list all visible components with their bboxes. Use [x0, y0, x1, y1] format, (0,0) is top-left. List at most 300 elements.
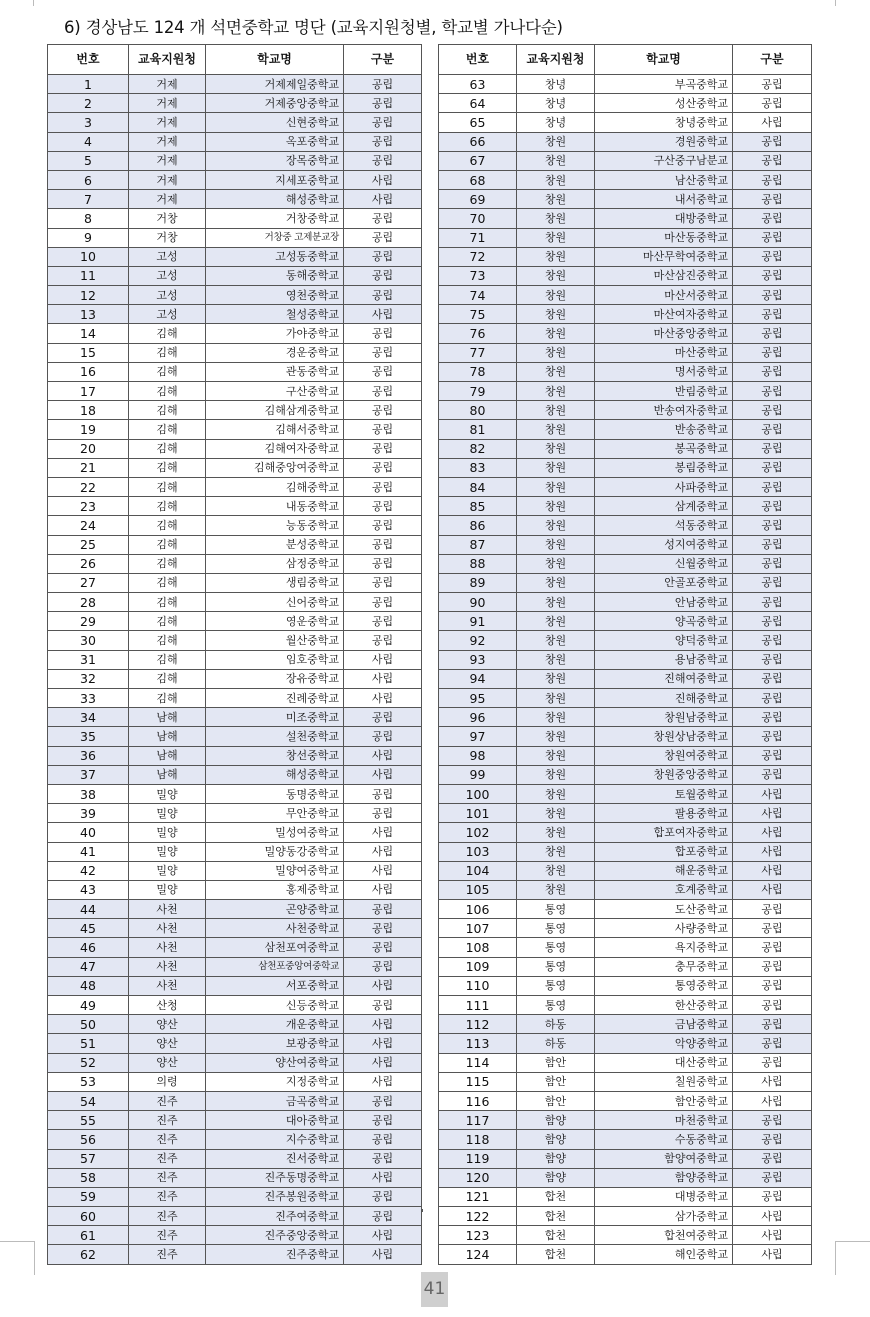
row-number: 105	[439, 880, 517, 899]
row-number: 38	[48, 784, 129, 803]
row-school-name: 신어중학교	[206, 593, 344, 612]
table-row	[439, 266, 812, 285]
row-number: 13	[48, 305, 129, 324]
school-table-left-body	[48, 75, 422, 1265]
row-type: 사립	[733, 1091, 812, 1110]
row-office: 거창	[129, 228, 206, 247]
row-office: 김해	[129, 573, 206, 592]
table-row	[439, 362, 812, 381]
table-row	[439, 573, 812, 592]
row-number: 59	[48, 1187, 129, 1206]
row-type: 공립	[733, 708, 812, 727]
row-office: 김해	[129, 401, 206, 420]
row-number: 121	[439, 1187, 517, 1206]
row-school-name: 옥포중학교	[206, 132, 344, 151]
row-office: 거제	[129, 132, 206, 151]
row-school-name: 마산동중학교	[595, 228, 733, 247]
row-number: 86	[439, 516, 517, 535]
table-row	[439, 1015, 812, 1034]
row-type: 사립	[344, 765, 422, 784]
row-school-name: 마산중앙중학교	[595, 324, 733, 343]
row-office: 사천	[129, 957, 206, 976]
row-number: 47	[48, 957, 129, 976]
row-type: 공립	[344, 439, 422, 458]
table-row	[439, 996, 812, 1015]
row-number: 116	[439, 1091, 517, 1110]
table-row	[48, 401, 422, 420]
row-type: 공립	[733, 151, 812, 170]
table-row	[48, 1168, 422, 1187]
row-office: 함양	[517, 1130, 595, 1149]
row-number: 83	[439, 458, 517, 477]
row-office: 김해	[129, 458, 206, 477]
row-office: 김해	[129, 343, 206, 362]
row-school-name: 김해여자중학교	[206, 439, 344, 458]
row-number: 82	[439, 439, 517, 458]
row-office: 창원	[517, 151, 595, 170]
row-type: 사립	[733, 113, 812, 132]
row-number: 6	[48, 170, 129, 189]
row-type: 공립	[344, 209, 422, 228]
row-school-name: 밀성여중학교	[206, 823, 344, 842]
table-row	[48, 1149, 422, 1168]
table-row	[48, 190, 422, 209]
row-type: 사립	[344, 746, 422, 765]
row-office: 창원	[517, 439, 595, 458]
row-type: 사립	[344, 1015, 422, 1034]
row-school-name: 구산중학교	[206, 382, 344, 401]
row-school-name: 마산무학여중학교	[595, 247, 733, 266]
row-number: 77	[439, 343, 517, 362]
row-school-name: 설천중학교	[206, 727, 344, 746]
table-row	[439, 535, 812, 554]
row-office: 창원	[517, 573, 595, 592]
table-row	[48, 477, 422, 496]
row-school-name: 진해여중학교	[595, 669, 733, 688]
row-school-name: 삼천포여중학교	[206, 938, 344, 957]
table-row	[439, 727, 812, 746]
row-school-name: 동해중학교	[206, 266, 344, 285]
row-school-name: 대방중학교	[595, 209, 733, 228]
col-header-number: 번호	[48, 45, 129, 75]
row-school-name: 지정중학교	[206, 1072, 344, 1091]
row-type: 공립	[344, 247, 422, 266]
table-header-row	[439, 45, 812, 75]
table-row	[439, 554, 812, 573]
row-school-name: 영운중학교	[206, 612, 344, 631]
table-row	[439, 784, 812, 803]
row-office: 창원	[517, 804, 595, 823]
row-number: 10	[48, 247, 129, 266]
row-number: 69	[439, 190, 517, 209]
row-type: 공립	[344, 593, 422, 612]
row-office: 함양	[517, 1168, 595, 1187]
row-type: 공립	[733, 497, 812, 516]
table-row	[48, 132, 422, 151]
crop-mark-top-right	[835, 0, 836, 6]
school-table-right	[438, 44, 812, 1265]
row-type: 공립	[733, 439, 812, 458]
row-school-name: 거창중 고제분교장	[206, 228, 344, 247]
row-number: 33	[48, 689, 129, 708]
row-school-name: 거창중학교	[206, 209, 344, 228]
table-row	[439, 170, 812, 189]
row-number: 53	[48, 1072, 129, 1091]
row-office: 거창	[129, 209, 206, 228]
row-office: 창원	[517, 861, 595, 880]
row-school-name: 마산여자중학교	[595, 305, 733, 324]
table-row	[48, 535, 422, 554]
row-office: 창녕	[517, 113, 595, 132]
row-type: 사립	[733, 1072, 812, 1091]
row-number: 55	[48, 1111, 129, 1130]
table-row	[439, 420, 812, 439]
row-school-name: 거제제일중학교	[206, 75, 344, 94]
row-number: 95	[439, 689, 517, 708]
row-office: 밀양	[129, 842, 206, 861]
row-office: 진주	[129, 1130, 206, 1149]
row-school-name: 분성중학교	[206, 535, 344, 554]
table-row	[48, 1245, 422, 1264]
row-office: 창원	[517, 689, 595, 708]
table-row	[439, 497, 812, 516]
row-type: 공립	[733, 1034, 812, 1053]
table-row	[439, 1034, 812, 1053]
row-number: 103	[439, 842, 517, 861]
row-school-name: 마산삼진중학교	[595, 266, 733, 285]
table-row	[439, 1111, 812, 1130]
row-number: 124	[439, 1245, 517, 1264]
row-office: 진주	[129, 1187, 206, 1206]
row-type: 공립	[733, 266, 812, 285]
row-type: 공립	[344, 708, 422, 727]
table-row	[48, 324, 422, 343]
table-row	[439, 765, 812, 784]
row-type: 공립	[344, 612, 422, 631]
row-type: 공립	[344, 516, 422, 535]
row-number: 100	[439, 784, 517, 803]
row-school-name: 부곡중학교	[595, 75, 733, 94]
crop-mark-bottom-right-v	[835, 1241, 836, 1275]
row-type: 공립	[344, 938, 422, 957]
table-row	[439, 1072, 812, 1091]
row-school-name: 가야중학교	[206, 324, 344, 343]
row-number: 19	[48, 420, 129, 439]
row-school-name: 삼정중학교	[206, 554, 344, 573]
row-number: 88	[439, 554, 517, 573]
table-row	[439, 804, 812, 823]
row-number: 46	[48, 938, 129, 957]
row-type: 공립	[344, 631, 422, 650]
row-school-name: 월산중학교	[206, 631, 344, 650]
table-row	[439, 1130, 812, 1149]
table-row	[48, 669, 422, 688]
row-school-name: 김해중앙여중학교	[206, 458, 344, 477]
row-number: 68	[439, 170, 517, 189]
row-type: 공립	[344, 554, 422, 573]
col-header-type: 구분	[344, 45, 422, 75]
row-school-name: 영천중학교	[206, 286, 344, 305]
row-type: 공립	[733, 1130, 812, 1149]
table-row	[48, 746, 422, 765]
row-number: 64	[439, 94, 517, 113]
table-row	[48, 784, 422, 803]
table-row	[48, 362, 422, 381]
row-number: 37	[48, 765, 129, 784]
row-school-name: 지수중학교	[206, 1130, 344, 1149]
row-school-name: 장유중학교	[206, 669, 344, 688]
row-office: 창원	[517, 535, 595, 554]
table-row	[48, 1187, 422, 1206]
table-row	[439, 401, 812, 420]
row-type: 사립	[344, 1053, 422, 1072]
row-office: 양산	[129, 1015, 206, 1034]
row-type: 공립	[344, 228, 422, 247]
row-type: 사립	[733, 784, 812, 803]
row-school-name: 석동중학교	[595, 516, 733, 535]
row-school-name: 안남중학교	[595, 593, 733, 612]
table-row	[439, 132, 812, 151]
row-school-name: 악양중학교	[595, 1034, 733, 1053]
row-office: 함양	[517, 1149, 595, 1168]
row-type: 공립	[733, 1187, 812, 1206]
row-school-name: 능동중학교	[206, 516, 344, 535]
row-school-name: 창녕중학교	[595, 113, 733, 132]
row-office: 합천	[517, 1207, 595, 1226]
row-school-name: 진주여중학교	[206, 1207, 344, 1226]
row-office: 김해	[129, 554, 206, 573]
table-row	[48, 113, 422, 132]
table-row	[48, 804, 422, 823]
table-row	[439, 689, 812, 708]
row-number: 107	[439, 919, 517, 938]
row-number: 3	[48, 113, 129, 132]
row-office: 남해	[129, 746, 206, 765]
row-school-name: 금남중학교	[595, 1015, 733, 1034]
row-office: 창원	[517, 247, 595, 266]
row-number: 85	[439, 497, 517, 516]
row-number: 98	[439, 746, 517, 765]
row-number: 31	[48, 650, 129, 669]
row-school-name: 통영중학교	[595, 976, 733, 995]
table-row	[48, 94, 422, 113]
col-header-type: 구분	[733, 45, 812, 75]
row-school-name: 명서중학교	[595, 362, 733, 381]
row-office: 김해	[129, 324, 206, 343]
row-office: 거제	[129, 170, 206, 189]
row-type: 공립	[733, 554, 812, 573]
table-row	[48, 823, 422, 842]
row-type: 사립	[344, 880, 422, 899]
table-row	[48, 1091, 422, 1110]
row-number: 62	[48, 1245, 129, 1264]
row-type: 공립	[344, 1111, 422, 1130]
row-office: 남해	[129, 727, 206, 746]
row-office: 거제	[129, 151, 206, 170]
row-type: 사립	[344, 976, 422, 995]
row-type: 사립	[344, 669, 422, 688]
row-office: 김해	[129, 497, 206, 516]
row-type: 공립	[733, 765, 812, 784]
row-type: 공립	[344, 324, 422, 343]
row-number: 39	[48, 804, 129, 823]
table-row	[439, 209, 812, 228]
table-row	[48, 305, 422, 324]
row-number: 27	[48, 573, 129, 592]
row-school-name: 창원상남중학교	[595, 727, 733, 746]
row-office: 통영	[517, 996, 595, 1015]
row-school-name: 장목중학교	[206, 151, 344, 170]
row-office: 사천	[129, 919, 206, 938]
row-school-name: 함양중학교	[595, 1168, 733, 1187]
row-number: 91	[439, 612, 517, 631]
row-school-name: 토월중학교	[595, 784, 733, 803]
row-school-name: 호계중학교	[595, 880, 733, 899]
row-office: 산청	[129, 996, 206, 1015]
row-school-name: 미조중학교	[206, 708, 344, 727]
row-school-name: 보광중학교	[206, 1034, 344, 1053]
row-office: 창원	[517, 842, 595, 861]
table-row	[439, 976, 812, 995]
row-school-name: 삼천포중앙여중학교	[206, 957, 344, 976]
row-office: 고성	[129, 247, 206, 266]
row-office: 창원	[517, 170, 595, 189]
row-number: 7	[48, 190, 129, 209]
row-office: 합천	[517, 1226, 595, 1245]
row-number: 108	[439, 938, 517, 957]
row-type: 공립	[733, 669, 812, 688]
row-number: 119	[439, 1149, 517, 1168]
row-school-name: 봉림중학교	[595, 458, 733, 477]
row-number: 40	[48, 823, 129, 842]
row-type: 공립	[733, 1168, 812, 1187]
row-office: 창원	[517, 190, 595, 209]
row-type: 공립	[344, 919, 422, 938]
table-row	[48, 170, 422, 189]
row-office: 창녕	[517, 94, 595, 113]
row-number: 42	[48, 861, 129, 880]
table-row	[439, 228, 812, 247]
row-school-name: 삼계중학교	[595, 497, 733, 516]
row-type: 사립	[344, 1226, 422, 1245]
row-number: 20	[48, 439, 129, 458]
row-number: 34	[48, 708, 129, 727]
row-number: 111	[439, 996, 517, 1015]
table-row	[48, 382, 422, 401]
row-type: 공립	[733, 382, 812, 401]
row-office: 밀양	[129, 861, 206, 880]
row-office: 창원	[517, 880, 595, 899]
row-type: 공립	[733, 458, 812, 477]
table-row	[439, 324, 812, 343]
table-row	[439, 1226, 812, 1245]
table-row	[439, 458, 812, 477]
table-row	[48, 1053, 422, 1072]
row-school-name: 창원여중학교	[595, 746, 733, 765]
row-number: 109	[439, 957, 517, 976]
row-type: 공립	[733, 190, 812, 209]
row-school-name: 마산서중학교	[595, 286, 733, 305]
table-row	[439, 477, 812, 496]
row-office: 밀양	[129, 804, 206, 823]
row-type: 공립	[733, 957, 812, 976]
row-office: 창원	[517, 209, 595, 228]
row-school-name: 반림중학교	[595, 382, 733, 401]
row-school-name: 성지여중학교	[595, 535, 733, 554]
row-type: 공립	[733, 1149, 812, 1168]
page-number: 41	[421, 1272, 448, 1307]
row-office: 진주	[129, 1226, 206, 1245]
row-type: 공립	[733, 746, 812, 765]
row-type: 사립	[344, 1034, 422, 1053]
row-type: 공립	[344, 151, 422, 170]
row-type: 공립	[733, 362, 812, 381]
section-title: 6) 경상남도 124 개 석면중학교 명단 (교육지원청별, 학교별 가나다순)	[64, 18, 563, 37]
row-office: 창원	[517, 305, 595, 324]
row-school-name: 내동중학교	[206, 497, 344, 516]
row-school-name: 진주봉원중학교	[206, 1187, 344, 1206]
table-row	[48, 1226, 422, 1245]
row-number: 76	[439, 324, 517, 343]
row-number: 75	[439, 305, 517, 324]
row-type: 공립	[344, 784, 422, 803]
row-number: 74	[439, 286, 517, 305]
row-school-name: 개운중학교	[206, 1015, 344, 1034]
table-row	[439, 75, 812, 94]
row-number: 102	[439, 823, 517, 842]
row-type: 공립	[344, 957, 422, 976]
row-type: 공립	[733, 938, 812, 957]
table-row	[439, 938, 812, 957]
row-type: 공립	[733, 228, 812, 247]
table-row	[439, 439, 812, 458]
row-number: 115	[439, 1072, 517, 1091]
row-number: 18	[48, 401, 129, 420]
row-type: 공립	[344, 727, 422, 746]
row-type: 사립	[733, 842, 812, 861]
row-office: 창원	[517, 727, 595, 746]
row-type: 공립	[733, 209, 812, 228]
row-school-name: 동명중학교	[206, 784, 344, 803]
row-school-name: 창원중앙중학교	[595, 765, 733, 784]
row-type: 공립	[733, 650, 812, 669]
row-school-name: 경원중학교	[595, 132, 733, 151]
row-office: 창원	[517, 286, 595, 305]
row-type: 공립	[344, 1149, 422, 1168]
row-office: 김해	[129, 650, 206, 669]
row-number: 14	[48, 324, 129, 343]
row-office: 창원	[517, 612, 595, 631]
row-type: 사립	[733, 861, 812, 880]
row-school-name: 안골포중학교	[595, 573, 733, 592]
row-school-name: 진주중학교	[206, 1245, 344, 1264]
row-office: 사천	[129, 976, 206, 995]
table-row	[48, 727, 422, 746]
row-office: 창원	[517, 593, 595, 612]
row-school-name: 성산중학교	[595, 94, 733, 113]
row-school-name: 사량중학교	[595, 919, 733, 938]
row-number: 90	[439, 593, 517, 612]
row-type: 사립	[344, 842, 422, 861]
table-row	[48, 765, 422, 784]
table-row	[48, 900, 422, 919]
row-school-name: 신월중학교	[595, 554, 733, 573]
row-number: 23	[48, 497, 129, 516]
row-school-name: 사천중학교	[206, 919, 344, 938]
row-number: 92	[439, 631, 517, 650]
row-office: 김해	[129, 420, 206, 439]
row-number: 44	[48, 900, 129, 919]
